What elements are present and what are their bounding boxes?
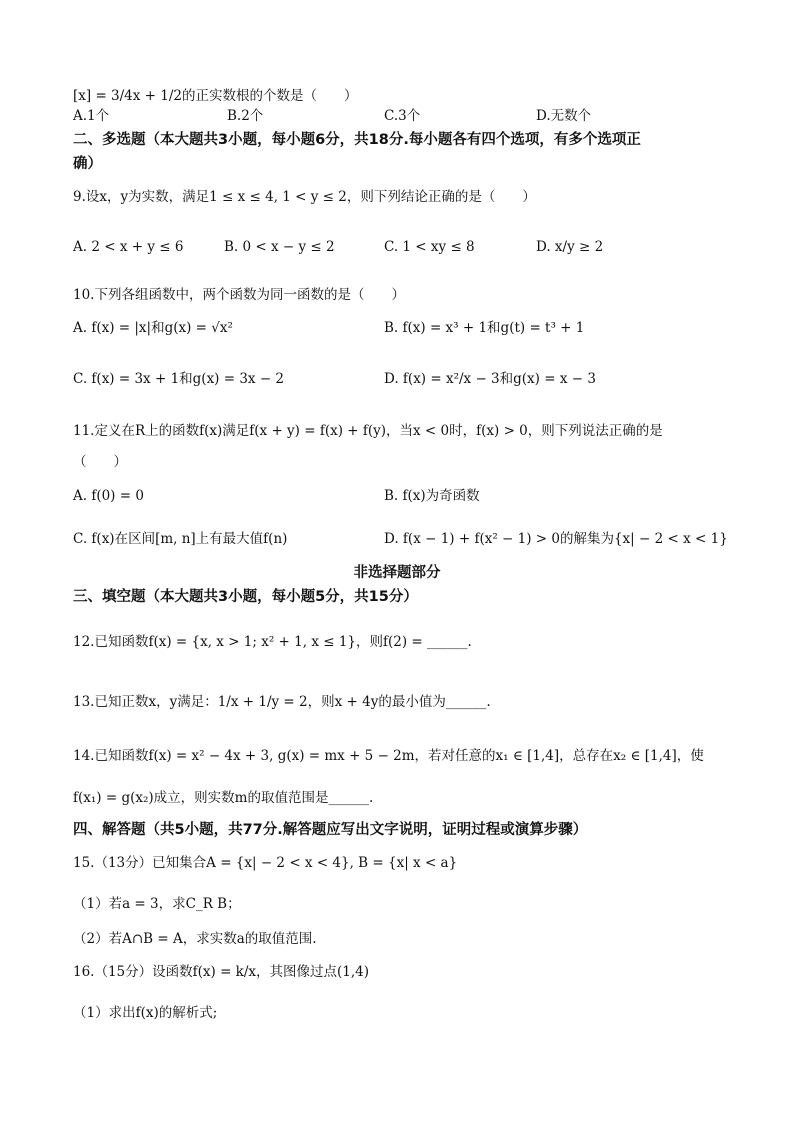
q8-option-c: C.3个 [384, 108, 421, 124]
q9-option-b: B. 0 < x − y ≤ 2 [224, 239, 335, 255]
q8-option-b: B.2个 [227, 108, 264, 124]
q16-stem: 16.（15分）设函数f(x) = k/x，其图像过点(1,4) [73, 964, 370, 980]
q11-option-d: D. f(x − 1) + f(x² − 1) > 0的解集为{x| − 2 < x < 1} [384, 531, 728, 547]
q11-stem-line1: 11.定义在R上的函数f(x)满足f(x + y) = f(x) + f(y)，当x < 0时，f(x) > 0，则下列说法正确的是 [73, 423, 663, 439]
q15-stem: 15.（13分）已知集合A = {x| − 2 < x < 4}, B = {x| x < a} [73, 855, 458, 871]
q9-stem: 9.设x，y为实数，满足1 ≤ x ≤ 4, 1 < y ≤ 2，则下列结论正确的是（ ） [73, 189, 536, 205]
section2-title-line2: 确） [73, 156, 102, 172]
q8-stem: [x] = 3/4x + 1/2的正实数根的个数是（ ） [73, 88, 358, 104]
q10-option-a: A. f(x) = |x|和g(x) = √x² [73, 320, 233, 336]
section2-title-line1: 二、多选题（本大题共3小题，每小题6分，共18分.每小题各有四个选项，有多个选项正 [73, 132, 641, 148]
q14-stem-line1: 14.已知函数f(x) = x² − 4x + 3, g(x) = mx + 5 − 2m，若对任意的x₁ ∈ [1,4]，总存在x₂ ∈ [1,4]，使 [73, 748, 704, 764]
part2-title: 非选择题部分 [353, 565, 441, 581]
q15-part2: （2）若A∩B = A，求实数a的取值范围. [73, 931, 317, 947]
q11-stem-line2: （ ） [73, 454, 127, 470]
q15-part1: （1）若a = 3，求C_R B； [73, 896, 241, 912]
q13-stem: 13.已知正数x，y满足：1/x + 1/y = 2，则x + 4y的最小值为______. [73, 694, 491, 710]
q9-option-c: C. 1 < xy ≤ 8 [384, 239, 475, 255]
q11-option-a: A. f(0) = 0 [73, 488, 144, 504]
q8-option-a: A.1个 [73, 108, 110, 124]
q10-option-c: C. f(x) = 3x + 1和g(x) = 3x − 2 [73, 371, 285, 387]
q14-stem-line2: f(x₁) = g(x₂)成立，则实数m的取值范围是______. [73, 790, 374, 806]
q10-option-b: B. f(x) = x³ + 1和g(t) = t³ + 1 [384, 320, 585, 336]
section4-title: 四、解答题（共5小题，共77分.解答题应写出文字说明，证明过程或演算步骤） [73, 822, 588, 838]
q16-part1: （1）求出f(x)的解析式; [73, 1005, 218, 1021]
q9-option-a: A. 2 < x + y ≤ 6 [73, 239, 184, 255]
q8-option-d: D.无数个 [536, 108, 592, 124]
q9-option-d: D. x/y ≥ 2 [536, 239, 604, 255]
section3-title: 三、填空题（本大题共3小题，每小题5分，共15分） [73, 589, 418, 605]
q11-option-b: B. f(x)为奇函数 [384, 488, 480, 504]
q10-stem: 10.下列各组函数中，两个函数为同一函数的是（ ） [73, 287, 405, 303]
q12-stem: 12.已知函数f(x) = {x, x > 1; x² + 1, x ≤ 1}，则f(2) = ______. [73, 634, 472, 650]
q10-option-d: D. f(x) = x²/x − 3和g(x) = x − 3 [384, 371, 596, 387]
q11-option-c: C. f(x)在区间[m, n]上有最大值f(n) [73, 531, 288, 547]
